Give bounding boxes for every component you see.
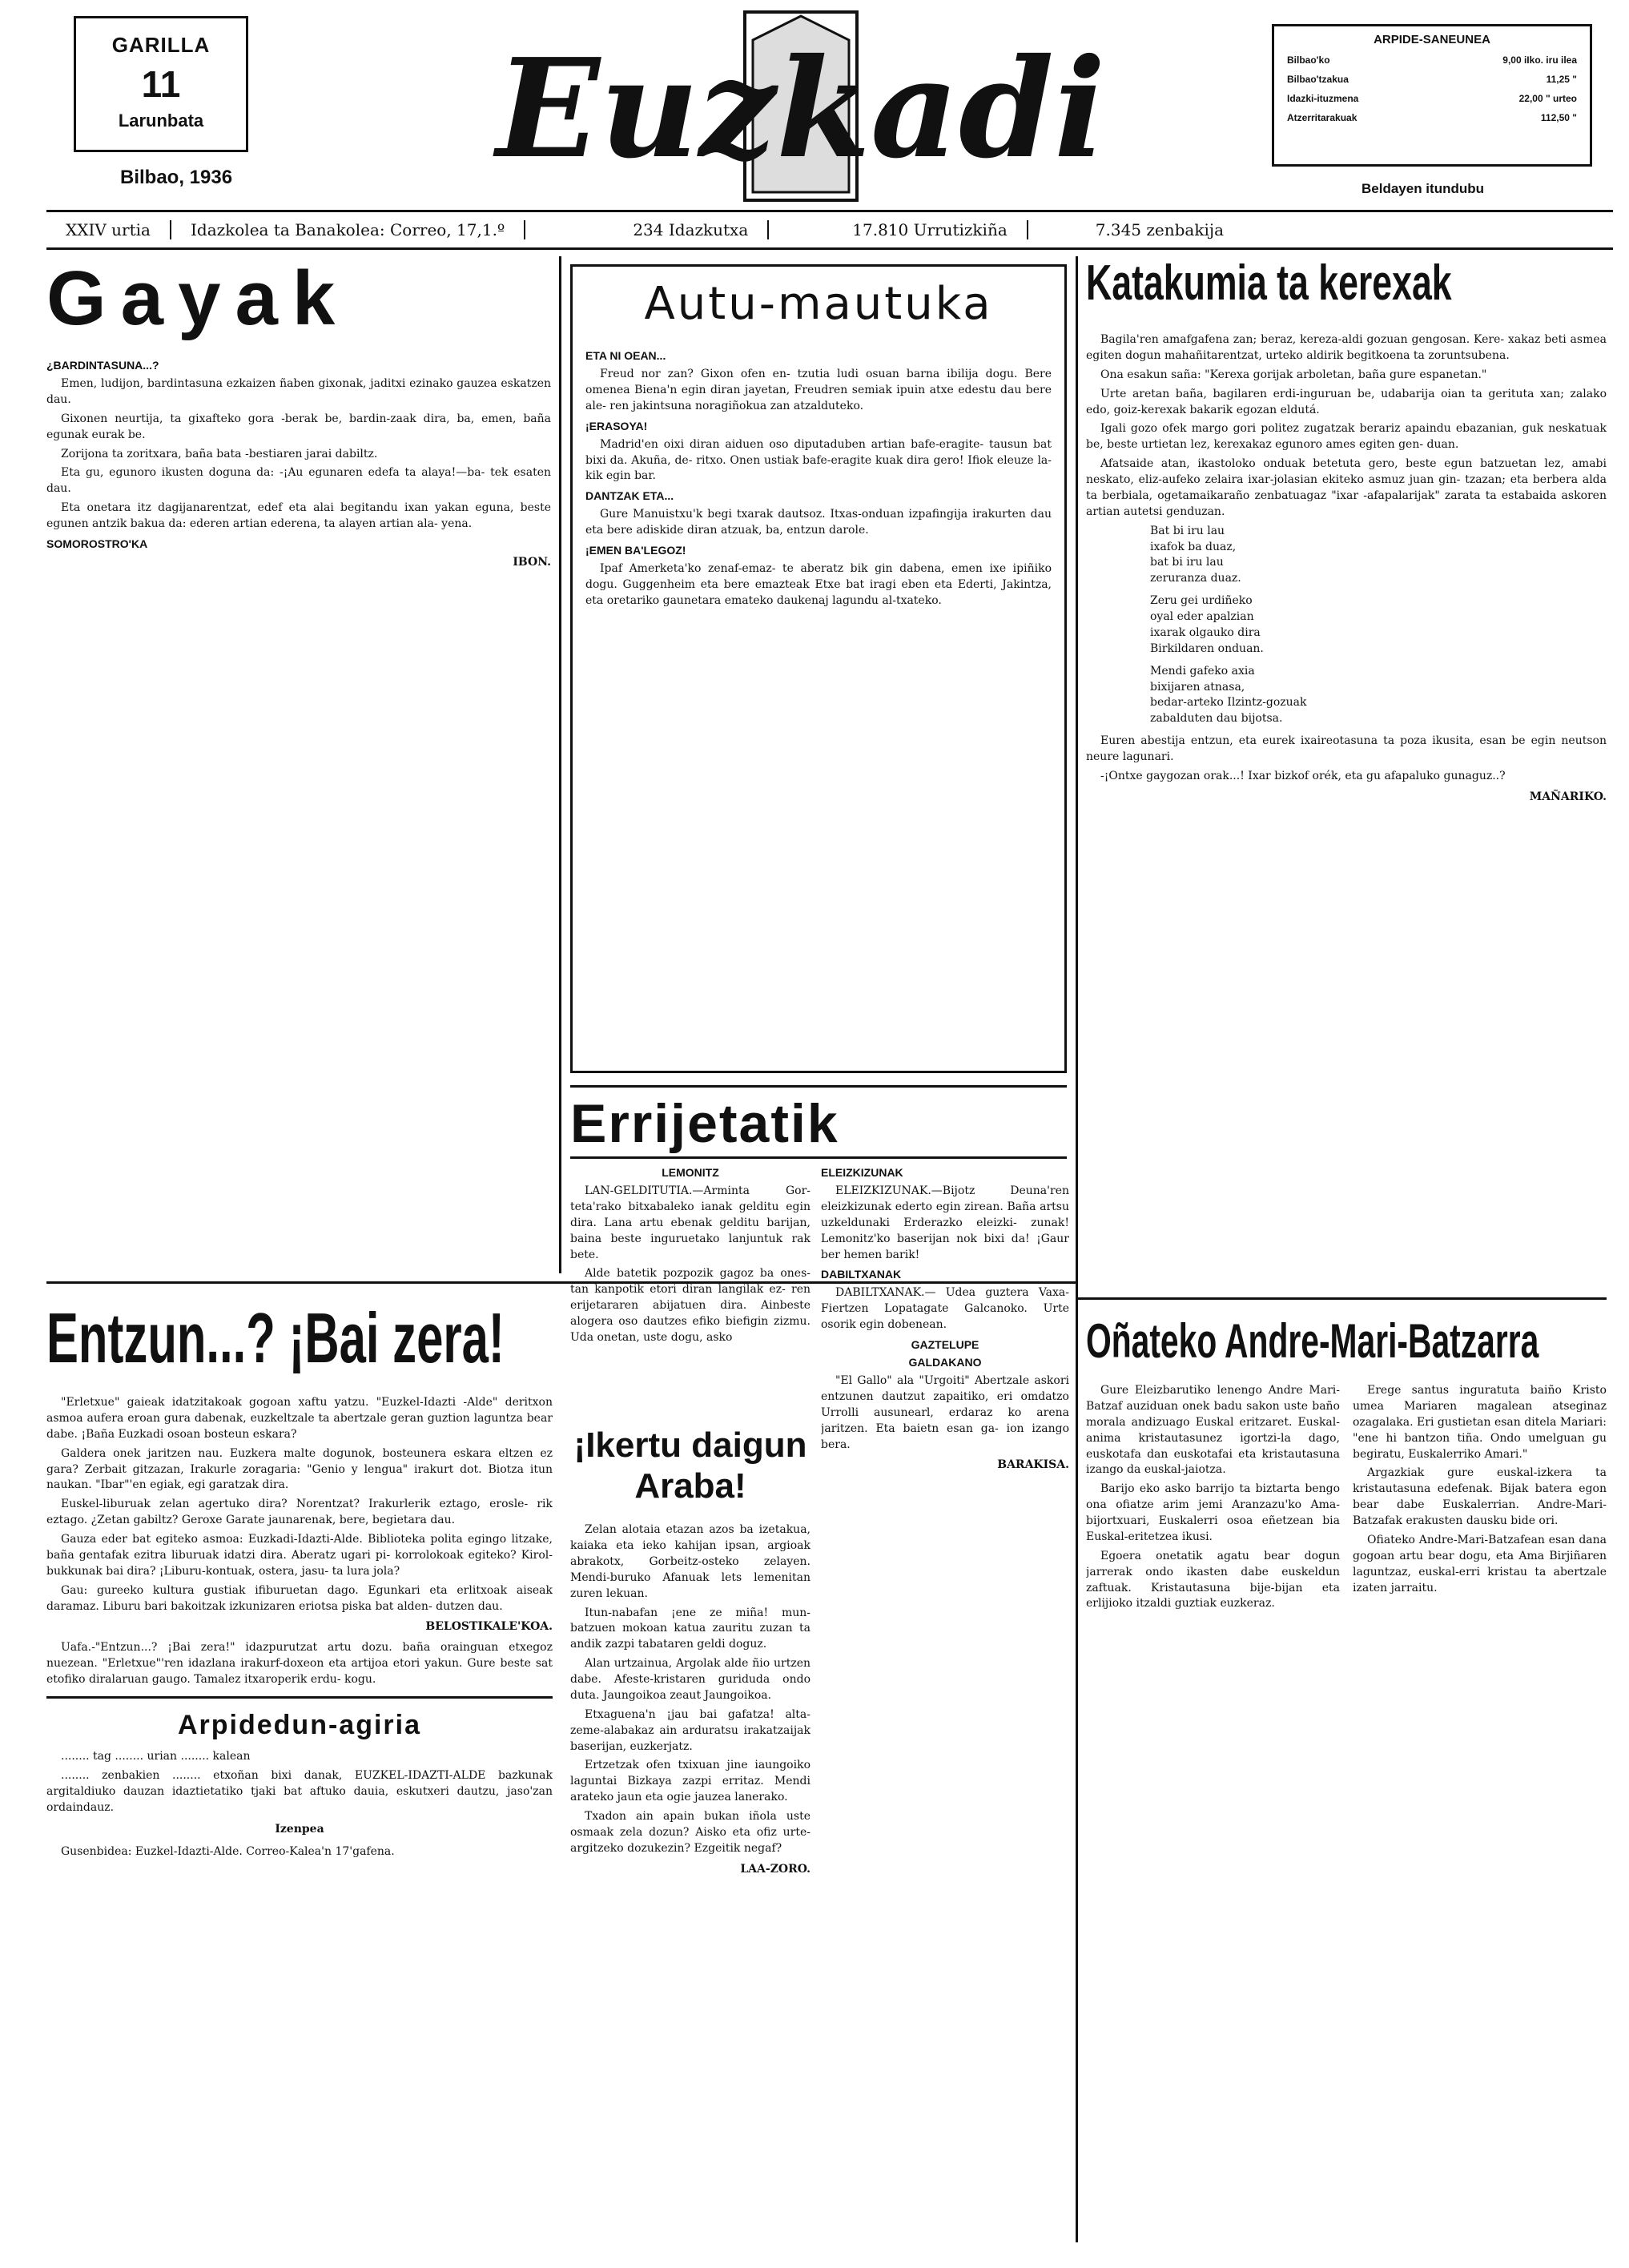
headline-autu-mautuka: Autu-mautuka	[644, 278, 993, 330]
subheading: ELEIZKIZUNAK	[821, 1166, 903, 1179]
newspaper-logo	[481, 8, 1121, 208]
subscription-form	[46, 1696, 553, 1860]
verse: Zeru gei urdiñeko oyal eder apalzian ixarak olgauko dira Birkildaren onduan.	[1150, 594, 1264, 655]
paragraph: ELEIZKIZUNAK.—Bijotz Deuna'ren eleizkizunak ederto egin zirean. Baña artsu uzkeldunaki Erderazko eleizki- zunak! Lemonitz'ko baserijan nok bixi da! ¡Gaur ber hemen barik!	[821, 1184, 1069, 1261]
verse: Bat bi iru lau ixafok ba duaz, bat bi iru lau zeruranza duaz.	[1150, 524, 1241, 585]
paragraph: Urte aretan baña, bagilaren erdi-inguruan be, udabarija oian ta gerituta xan; zalako edo, goiz-kerexak bakarik egozan eldutá.	[1086, 387, 1607, 416]
paragraph: "El Gallo" ala "Urgoiti" Abertzale askori entzunen dautzut zapaitiko, eri omdatzo Urrolli ausunearl, erdaraz ko arena jaritzen. Eta baietn esan ga- ion izango bera.	[821, 1374, 1069, 1451]
onateko-column-right	[1353, 1383, 1607, 1615]
paragraph: Ipaf Amerketa'ko zenaf-emaz- te aberatz bik gin dabena, emen ixe ipiñiko dogu. Guggenheim eta bere emazteak Etxe bat iragi eben eta Ederti, Jakintza, eta oretariko gaunetara emateko daukenaj lagundu al-txateko.	[585, 562, 1052, 607]
article-gayak	[46, 255, 551, 1280]
subheading: SOMOROSTRO'KA	[46, 537, 148, 550]
paragraph: Uafa.-"Entzun...? ¡Bai zera!" idazpurutzat artu dozu. baña orainguan etxegoz nuezean. "Erletxue"'ren idazlana irakurf-doxeon eta artijoa etori yakun. Gure beste sat etofiko diralaruan gaugo. Tamalez itxaroperik erdu- kogu.	[46, 1641, 553, 1686]
paragraph: Gure Manuistxu'k begi txarak dautsoz. Itxas-onduan izpafingija irakurten dau eta bere adiskide diran atzuak, ba, entzun darole.	[585, 508, 1052, 537]
paragraph: Galdera onek jaritzen nau. Euzkera malte dogunok, bosteunera eskara eltzen ez gara? Zerbait gitzazan, Irakurle zoragaria: "Genio y lengua" irakurt dot. Biotza itun naukan. "Ibar"'en egiak, egi garatzak dira.	[46, 1446, 553, 1492]
paragraph: Egoera onetatik agatu bear dogun jarrerak ondo ikasten dabe euskeldun zaftuak. Kristautasuna bije-bijan eta erlijioko itzaldi guztiak euzkeraz.	[1086, 1549, 1340, 1611]
article-katakumia	[1086, 255, 1607, 1296]
verse: Mendi gafeko axia bixijaren atnasa, bedar-arteko Ilzintz-gozuak zabalduten dau bijotsa.	[1150, 664, 1307, 726]
article-entzun	[46, 1297, 553, 2258]
volume-label: XXIV urtia	[46, 220, 171, 239]
paragraph: LAN-GELDITUTIA.—Arminta Gor- teta'rako bitxabaleko ianak gelditu egin dira. Lana artu ebenak gelditu barijan, baina beste inguruetako lanjuntuk rak bete.	[570, 1184, 810, 1261]
subheading: LEMONITZ	[662, 1166, 719, 1179]
form-address: Gusenbidea: Euzkel-Idazti-Alde. Correo-Kalea'n 17'gafena.	[61, 1845, 395, 1859]
headline-entzun: Entzun...? ¡Bai zera!	[46, 1298, 505, 1377]
city-year: Bilbao, 1936	[120, 167, 233, 188]
paragraph: Euskel-liburuak zelan agertuko dira? Norentzat? Irakurlerik eztago, erosle- rik eztago. ¿Zetan gabiltz? Geroxe Garate jaunarenak, bere, begietara dau.	[46, 1498, 553, 1527]
paragraph: Alde batetik pozpozik gagoz ba ones- tan kanpotik etori diran langilak ez- ren erijetararen abijatuen dira. Ainbeste alogera oso dautzes efiko biefigin zizmu. Uda onetan, uste dogu, asko	[570, 1267, 810, 1344]
logo-wordmark: Euzkadi	[496, 29, 1106, 189]
signature: BARAKISA.	[997, 1458, 1069, 1472]
paragraph: Argazkiak gure euskal-izkera ta kristautasuna edefenak. Bijak batera egon bear dabe Euskalerrian. Andre-Mari-Batzafak erakusten dausku bide ori.	[1353, 1466, 1607, 1527]
column-rule	[559, 256, 561, 1273]
subscription-prices	[1272, 24, 1592, 167]
price-row: Bilbao'ko 9,00 iIko. iru ilea	[1287, 54, 1577, 66]
subheading: GAZTELUPE	[911, 1338, 979, 1351]
article-autu-mautuka	[570, 264, 1067, 1073]
paragraph: -¡Ontxe gaygozan orak...! Ixar bizkof orék, eta gu afapaluko gunaguz..?	[1100, 769, 1506, 782]
paragraph: Gixonen neurtija, ta gixafteko gora -berak be, bardin-zaak dira, ba, emen, baña egunak eurak be.	[46, 412, 551, 441]
paragraph: Emen, ludijon, bardintasuna ezkaizen ñaben gixonak, jaditxi ezinako gauzea eskatzen dau.	[46, 377, 551, 406]
paragraph: Txadon ain apain bukan iñola uste osmaak zela dozun? Aisko eta ofiz urte-argitzeko dozukezin? Ezgeitik negaf?	[570, 1810, 810, 1855]
paragraph: Euren abestija entzun, eta eurek ixaireotasuna ta poza ikusita, esan be egin neutson neure lagunari.	[1086, 734, 1607, 763]
errijetatik-header	[570, 1085, 1067, 1159]
paragraph: Freud nor zan? Gixon ofen en- tzutia ludi osuan barna ibilija dogu. Bere omenea Biena'n egin diran jayetan, Freudren semiak ipuin atxe edestu dau bere ale- ren jakintsuna noragiñokua zan atzalduteko.	[585, 368, 1052, 412]
signature: LAA-ZORO.	[740, 1862, 810, 1876]
paragraph: Madrid'en oixi diran aiduen oso diputaduben artian bafe-eragite- tausun bat bixi da. Akuña, de- ritxo. Onen ustiak bafe-eragite kuak dira gero! Ifiok eleuze la- kik egin bar.	[585, 437, 1052, 483]
column-rule	[1076, 256, 1078, 2242]
paragraph: Bagila'ren amafgafena zan; beraz, kereza-aldi gozuan gengosan. Kere- xakaz beti asmea egiten dogun mahañitarentzat, urteko aldirik begitkoena ta zoruntsubena.	[1086, 333, 1607, 362]
form-line: ........ tag ........ urian ........ kalean	[61, 1749, 251, 1763]
paragraph: Etxaguena'n ¡jau bai gafatza! alta-zeme-alabakaz ain arduratsu irakatzaijak baserijan, euzkerjatz.	[570, 1707, 810, 1753]
headline-onateko: Oñateko Andre-Mari-Batzarra	[1086, 1314, 1539, 1368]
signature: MAÑARIKO.	[1529, 790, 1607, 803]
paragraph: Gauza eder bat egiteko asmoa: Euzkadi-Idazti-Alde. Biblioteka polita egingo litzake, baña gentafak ezitra liburuak idatzi dira. Aberatz ugari pi- korrolokoak egiteko? Kirol-bukkunak bai dira? ¡Liburu-kontuak, ostera, jasu- ta lura jola?	[46, 1533, 553, 1578]
price-row: Bilbao'tzakua 11,25 "	[1287, 74, 1577, 85]
paragraph: Gau: gureeko kultura gustiak ifiburuetan dago. Egunkari eta erlitxoak aiseak daramaz. Liburu bari bakoitzak izkunizaren eriotsa piska bat alden- dutzen dau.	[46, 1583, 553, 1613]
onateko-column-left	[1086, 1383, 1340, 1615]
prices-footer: Beldayen itundubu	[1362, 181, 1484, 196]
month-label: GARILLA	[111, 33, 211, 57]
headline-katakumia: Katakumia ta kerexak	[1086, 255, 1452, 311]
info-bar	[46, 210, 1613, 250]
subheading: DANTZAK ETA...	[585, 489, 674, 503]
paragraph: "Erletxue" gaieak idatzitakoak gogoan xaftu yatzu. "Euzkel-Idazti -Alde" deritxon asmoa aufera eroan gura dabenak, euzkeltzale ta abertzale geran guztion laguntza bear dabe. ¡Baña Euzkadi osoan bosteun eskara?	[46, 1396, 553, 1441]
paragraph: DABILTXANAK.— Udea guztera Vaxa-Fiertzen Lopatagate Galcanoko. Urte osorik egin dobenean.	[821, 1286, 1069, 1332]
price-row: Atzerritarakuak 112,50 "	[1287, 112, 1577, 123]
subheading: ¿BARDINTASUNA...?	[46, 359, 159, 372]
subheading: ¡ERASOYA!	[585, 419, 648, 432]
date-box	[74, 16, 248, 152]
section-rule	[1078, 1297, 1607, 1300]
article-errijetatik-left	[570, 1161, 810, 1418]
paragraph: Gure Eleizbarutiko lenengo Andre Mari-Batzaf auziduan onek badu sakon uste baño morala andizuago Euskal eritzaret. Euskal-anima kristautasunez igortzi-la dago, euskotafa dan euskotafai eta kristautasuna izango da euskal-jaiotza.	[1086, 1384, 1340, 1477]
form-line: ........ zenbakien ........ etxoñan bixi danak, EUZKEL-IDAZTI-ALDE bazkunak argitaldiuko dauzan idaztietatiko tjaki bat aftuko dauia, eskutxeri dautzu, jaso'zan ordaindauz.	[46, 1768, 553, 1814]
form-title: Arpidedun-agiria	[177, 1709, 422, 1740]
headline-errijetatik: Errijetatik	[570, 1093, 839, 1154]
onateko-columns	[1086, 1383, 1607, 1615]
paragraph: Ertzetzak ofen txixuan jine iaungoiko laguntai Bizkaya zazpi erritaz. Mendi arateko jaun eta ogie jauzea lanerako.	[570, 1759, 810, 1804]
article-onateko	[1086, 1313, 1607, 2258]
form-signature: Izenpea	[275, 1823, 324, 1836]
paragraph: Itun-nabafan ¡ene ze miña! mun-batzuen mokoan katua zauritu zuzan ta andik zazpi tabataren geldi doguz.	[570, 1606, 810, 1651]
weekday-label: Larunbata	[118, 111, 204, 131]
day-number: 11	[141, 63, 181, 105]
signature: BELOSTIKALE'KOA.	[425, 1620, 553, 1634]
paragraph: Zelan alotaia etazan azos ba izetakua, kaiaka eta ieko kahijan ipsan, argioak abrakotx, Gorbeitz-osteko zelayen. Mendi-buruko Afanuak lets lemenitan zuren lekuan.	[570, 1523, 810, 1600]
paragraph: Igali gozo ofek margo gori politez zugatzak berariz apaindu ebazanian, guk neskatuak be, beste urtietan lez, kerexakaz egunoro ames egiten gen- duan.	[1086, 422, 1607, 452]
paragraph: Eta onetara itz dagijanarentzat, edef eta alai begitandu ixan yakan eguna, beste egunen antzik bakua da: ederen artian ederena, ta alayen artian ala- yena.	[46, 501, 551, 530]
subheading: DABILTXANAK	[821, 1268, 902, 1281]
paragraph: Afatsaide atan, ikastoloko onduak betetuta gero, beste egun batzuetan lez, amabi neskato, eliz-aufeko zelaira ixar-jolasian ekiteko asmuz juan gin- tzazan; eta berbera alda ta berbiala, ogetamaikaraño zenbatuagaz "ixar -afapalarijak" zarata ta estabaida askoren artian autetsi genduzan.	[1086, 457, 1607, 518]
paragraph: Eta gu, egunoro ikusten doguna da: -¡Au egunaren edefa ta alaya!—ba- tek esaten dau.	[46, 466, 551, 496]
paragraph: Ona esakun saña: "Kerexa gorijak arboletan, baña gure espanetan."	[1100, 368, 1487, 381]
address-label: Idazkolea ta Banakolea: Correo, 17,1.º	[171, 220, 525, 239]
paragraph: Zorijona ta zoritxara, baña bata -bestiaren jarai dabiltz.	[61, 447, 378, 460]
paragraph: Ofiateko Andre-Mari-Batzafean esan dana gogoan artu bear dogu, eta Ama Birjiñaren laguntzaz, euskal-erri kristau ta abertzale izaten jarraitu.	[1353, 1533, 1607, 1594]
paragraph: Erege santus inguratuta baiño Kristo umea Mariaren magalean atseginaz ozagalaka. Eri gustietan esan ditela Mariari: "ene hi bantzon tiña. Ondo umelguan gu begiratu, Euskalerriko Amari."	[1353, 1384, 1607, 1461]
subheading: ETA NI OEAN...	[585, 349, 666, 362]
price-row: Idazki-ituzmena 22,00 " urteo	[1287, 93, 1577, 104]
article-errijetatik-right	[821, 1161, 1069, 2258]
headline-gayak: Gayak	[46, 255, 350, 341]
signature: IBON.	[513, 555, 551, 569]
subheading: GALDAKANO	[908, 1356, 982, 1369]
article-ikertu	[570, 1426, 810, 2258]
phone-label: 234 Idazkutxa	[613, 220, 769, 239]
paragraph: Alan urtzainua, Argolak alde ñio urtzen dabe. Afeste-kristaren guriduda ondo duta. Jaungoikoa zeaut Jaungoikoa.	[570, 1657, 810, 1702]
headline-ikertu: ¡Ikertu daigun Araba!	[573, 1426, 807, 1506]
telephone-label: 17.810 Urrutizkiña	[833, 220, 1028, 239]
subheading: ¡EMEN BA'LEGOZ!	[585, 544, 686, 557]
issue-number: 7.345 zenbakija	[1095, 220, 1224, 239]
paragraph: Barijo eko asko barrijo ta biztarta bengo ona ofiatze arim jemi Aranzazu'ko Ama-bijortxuari, Euskalerri osoa eñetzean bia Euskal-eritetzea ikusi.	[1086, 1482, 1340, 1543]
prices-title: ARPIDE-SANEUNEA	[1374, 33, 1490, 46]
